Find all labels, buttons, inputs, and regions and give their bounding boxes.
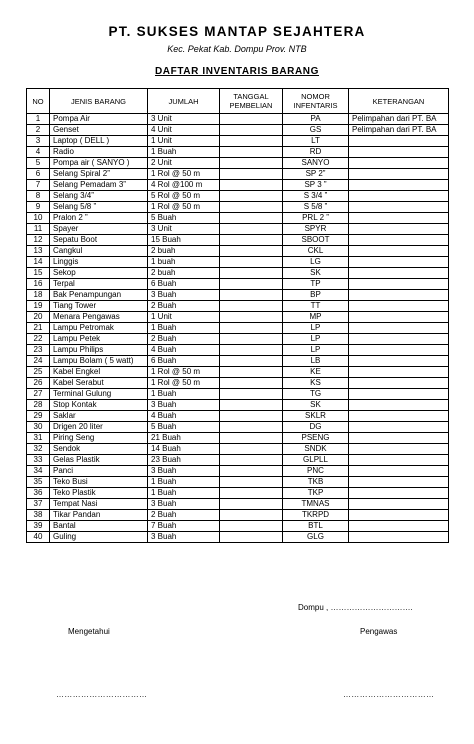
cell-purchase-date [220,202,283,213]
cell-no: 40 [27,532,50,543]
table-row [27,213,449,224]
cell-item: Laptop ( DELL ) [50,136,148,147]
cell-item: Lampu Bolam ( 5 watt) [50,356,148,367]
table-row [27,499,449,510]
cell-quantity: 6 Buah [148,279,220,290]
cell-no: 24 [27,356,50,367]
table-row [27,477,449,488]
cell-item: Tikar Pandan [50,510,148,521]
cell-purchase-date [220,422,283,433]
cell-no: 36 [27,488,50,499]
cell-purchase-date [220,246,283,257]
cell-item: Selang 3/4” [50,191,148,202]
cell-inventory-number: TG [283,389,349,400]
cell-purchase-date [220,136,283,147]
cell-notes [349,345,449,356]
cell-purchase-date [220,400,283,411]
table-row [27,158,449,169]
table-body [27,114,449,543]
cell-item: Stop Kontak [50,400,148,411]
cell-no: 15 [27,268,50,279]
cell-notes [349,279,449,290]
cell-quantity: 7 Buah [148,521,220,532]
cell-purchase-date [220,279,283,290]
cell-notes [349,235,449,246]
cell-notes [349,312,449,323]
cell-purchase-date [220,158,283,169]
table-row [27,202,449,213]
cell-item: Bantal [50,521,148,532]
cell-item: Tiang Tower [50,301,148,312]
supervisor-signature-line: …………………………… [343,690,435,699]
cell-inventory-number: GLPLL [283,455,349,466]
cell-purchase-date [220,433,283,444]
cell-no: 29 [27,411,50,422]
cell-purchase-date [220,378,283,389]
cell-quantity: 5 Buah [148,422,220,433]
cell-inventory-number: PRL 2 ” [283,213,349,224]
cell-item: Linggis [50,257,148,268]
table-row [27,444,449,455]
cell-notes [349,488,449,499]
cell-inventory-number: SP 2” [283,169,349,180]
cell-purchase-date [220,477,283,488]
cell-item: Pompa air ( SANYO ) [50,158,148,169]
cell-no: 8 [27,191,50,202]
cell-inventory-number: S 5/8 ” [283,202,349,213]
document-title: DAFTAR INVENTARIS BARANG [154,66,320,77]
cell-purchase-date [220,191,283,202]
cell-no: 31 [27,433,50,444]
cell-item: Tempat Nasi [50,499,148,510]
cell-item: Piring Seng [50,433,148,444]
cell-no: 7 [27,180,50,191]
cell-inventory-number: LP [283,334,349,345]
cell-notes [349,444,449,455]
cell-no: 27 [27,389,50,400]
cell-inventory-number: RD [283,147,349,158]
cell-inventory-number: LT [283,136,349,147]
cell-inventory-number: SK [283,268,349,279]
cell-quantity: 3 Unit [148,114,220,125]
cell-no: 13 [27,246,50,257]
cell-notes [349,169,449,180]
cell-no: 25 [27,367,50,378]
column-header-no: NO [27,89,50,114]
cell-purchase-date [220,114,283,125]
table-row [27,433,449,444]
cell-quantity: 1 Rol @ 50 m [148,367,220,378]
cell-no: 2 [27,125,50,136]
cell-quantity: 4 Buah [148,411,220,422]
cell-no: 26 [27,378,50,389]
cell-no: 20 [27,312,50,323]
table-row [27,334,449,345]
cell-quantity: 23 Buah [148,455,220,466]
cell-quantity: 2 Unit [148,158,220,169]
table-row [27,136,449,147]
column-header-item: JENIS BARANG [50,89,148,114]
cell-no: 22 [27,334,50,345]
cell-item: Sekop [50,268,148,279]
cell-purchase-date [220,224,283,235]
cell-item: Spayer [50,224,148,235]
cell-notes [349,477,449,488]
cell-quantity: 4 Buah [148,345,220,356]
table-header-row [27,89,449,114]
cell-purchase-date [220,180,283,191]
cell-item: Lampu Petromak [50,323,148,334]
cell-item: Radio [50,147,148,158]
cell-item: Sendok [50,444,148,455]
cell-notes: Pelimpahan dari PT. BA [349,114,449,125]
cell-notes [349,202,449,213]
cell-inventory-number: TT [283,301,349,312]
table-row [27,301,449,312]
cell-notes [349,356,449,367]
cell-item: Teko Plastik [50,488,148,499]
cell-item: Drigen 20 liter [50,422,148,433]
cell-item: Pralon 2 ” [50,213,148,224]
company-name: PT. SUKSES MANTAP SEJAHTERA [108,24,366,39]
cell-inventory-number: SANYO [283,158,349,169]
cell-inventory-number: SBOOT [283,235,349,246]
cell-quantity: 4 Unit [148,125,220,136]
cell-no: 5 [27,158,50,169]
table-row [27,246,449,257]
cell-notes [349,323,449,334]
cell-notes [349,147,449,158]
cell-no: 11 [27,224,50,235]
cell-notes [349,499,449,510]
cell-quantity: 1 Buah [148,488,220,499]
supervisor-label: Pengawas [360,627,398,636]
cell-purchase-date [220,356,283,367]
cell-purchase-date [220,411,283,422]
cell-quantity: 3 Buah [148,290,220,301]
cell-item: Terpal [50,279,148,290]
table-row [27,147,449,158]
table-row [27,422,449,433]
cell-item: Panci [50,466,148,477]
cell-item: Menara Pengawas [50,312,148,323]
table-row [27,510,449,521]
cell-no: 23 [27,345,50,356]
cell-purchase-date [220,455,283,466]
cell-no: 3 [27,136,50,147]
cell-purchase-date [220,125,283,136]
cell-notes [349,532,449,543]
table-row [27,400,449,411]
table-row [27,224,449,235]
cell-quantity: 21 Buah [148,433,220,444]
cell-item: Selang 5/8 ” [50,202,148,213]
cell-notes [349,422,449,433]
cell-notes [349,411,449,422]
cell-quantity: 2 Buah [148,301,220,312]
cell-quantity: 5 Rol @ 50 m [148,191,220,202]
cell-notes [349,510,449,521]
cell-quantity: 1 buah [148,257,220,268]
table-row [27,488,449,499]
cell-no: 6 [27,169,50,180]
cell-no: 10 [27,213,50,224]
cell-quantity: 1 Unit [148,136,220,147]
cell-inventory-number: DG [283,422,349,433]
table-row [27,279,449,290]
cell-item: Genset [50,125,148,136]
column-header-notes: KETERANGAN [349,89,449,114]
table-row [27,521,449,532]
cell-notes [349,191,449,202]
cell-quantity: 1 Buah [148,147,220,158]
cell-quantity: 5 Buah [148,213,220,224]
cell-notes [349,400,449,411]
cell-no: 38 [27,510,50,521]
cell-inventory-number: LP [283,323,349,334]
cell-inventory-number: SNDK [283,444,349,455]
cell-no: 34 [27,466,50,477]
cell-quantity: 4 Rol @100 m [148,180,220,191]
cell-notes [349,158,449,169]
cell-notes [349,224,449,235]
cell-quantity: 1 Rol @ 50 m [148,378,220,389]
cell-item: Cangkul [50,246,148,257]
cell-inventory-number: LB [283,356,349,367]
cell-item: Kabel Serabut [50,378,148,389]
cell-notes [349,257,449,268]
table-row [27,235,449,246]
cell-item: Bak Penampungan [50,290,148,301]
cell-inventory-number: GS [283,125,349,136]
place-date-line: Dompu , …………………………. [298,603,413,612]
cell-item: Guling [50,532,148,543]
cell-notes [349,389,449,400]
cell-quantity: 3 Buah [148,532,220,543]
table-row [27,191,449,202]
cell-inventory-number: KS [283,378,349,389]
cell-inventory-number: TKB [283,477,349,488]
cell-inventory-number: TKP [283,488,349,499]
cell-inventory-number: TP [283,279,349,290]
cell-quantity: 1 Buah [148,323,220,334]
table-row [27,455,449,466]
cell-item: Gelas Plastik [50,455,148,466]
acknowledged-by-label: Mengetahui [68,627,110,636]
cell-notes [349,290,449,301]
cell-no: 21 [27,323,50,334]
column-header-quantity: JUMLAH [148,89,220,114]
inventory-table [26,88,449,543]
table-row [27,290,449,301]
table-row [27,114,449,125]
table-row [27,356,449,367]
cell-item: Saklar [50,411,148,422]
cell-notes [349,213,449,224]
table-row [27,367,449,378]
cell-notes [349,433,449,444]
cell-quantity: 3 Buah [148,400,220,411]
cell-item: Selang Pemadam 3” [50,180,148,191]
cell-no: 16 [27,279,50,290]
cell-notes [349,301,449,312]
cell-inventory-number: S 3/4 ” [283,191,349,202]
cell-purchase-date [220,290,283,301]
cell-inventory-number: SPYR [283,224,349,235]
cell-no: 1 [27,114,50,125]
cell-purchase-date [220,521,283,532]
table-row [27,466,449,477]
cell-no: 30 [27,422,50,433]
cell-quantity: 3 Buah [148,466,220,477]
cell-purchase-date [220,323,283,334]
cell-inventory-number: BP [283,290,349,301]
cell-no: 14 [27,257,50,268]
cell-purchase-date [220,488,283,499]
cell-quantity: 14 Buah [148,444,220,455]
cell-no: 28 [27,400,50,411]
table-row [27,125,449,136]
cell-notes: Pelimpahan dari PT. BA [349,125,449,136]
cell-inventory-number: SKLR [283,411,349,422]
cell-no: 39 [27,521,50,532]
cell-quantity: 1 Rol @ 50 m [148,169,220,180]
cell-notes [349,455,449,466]
cell-purchase-date [220,444,283,455]
cell-purchase-date [220,312,283,323]
cell-notes [349,268,449,279]
cell-quantity: 2 buah [148,268,220,279]
cell-notes [349,136,449,147]
cell-notes [349,466,449,477]
cell-quantity: 2 buah [148,246,220,257]
cell-no: 12 [27,235,50,246]
table-row [27,389,449,400]
cell-item: Pompa Air [50,114,148,125]
cell-no: 35 [27,477,50,488]
cell-item: Terminal Gulung [50,389,148,400]
cell-inventory-number: PSENG [283,433,349,444]
table-row [27,323,449,334]
acknowledged-signature-line: …………………………… [56,690,148,699]
cell-no: 32 [27,444,50,455]
cell-quantity: 2 Buah [148,510,220,521]
cell-purchase-date [220,510,283,521]
cell-inventory-number: TKRPD [283,510,349,521]
column-header-purchase-date: TANGGAL PEMBELIAN [220,89,283,114]
cell-purchase-date [220,345,283,356]
cell-purchase-date [220,466,283,477]
cell-purchase-date [220,169,283,180]
cell-purchase-date [220,367,283,378]
cell-inventory-number: TMNAS [283,499,349,510]
cell-item: Kabel Engkel [50,367,148,378]
table-row [27,257,449,268]
cell-notes [349,521,449,532]
cell-inventory-number: MP [283,312,349,323]
table-row [27,312,449,323]
cell-inventory-number: BTL [283,521,349,532]
company-address: Kec. Pekat Kab. Dompu Prov. NTB [167,44,307,54]
cell-notes [349,246,449,257]
cell-quantity: 1 Buah [148,389,220,400]
cell-quantity: 15 Buah [148,235,220,246]
table-row [27,180,449,191]
cell-purchase-date [220,235,283,246]
cell-inventory-number: CKL [283,246,349,257]
cell-purchase-date [220,532,283,543]
column-header-inventory-number: NOMOR INFENTARIS [283,89,349,114]
cell-inventory-number: SP 3 ” [283,180,349,191]
cell-purchase-date [220,213,283,224]
cell-no: 37 [27,499,50,510]
cell-item: Lampu Petek [50,334,148,345]
cell-purchase-date [220,257,283,268]
cell-purchase-date [220,301,283,312]
table-row [27,532,449,543]
cell-inventory-number: GLG [283,532,349,543]
cell-quantity: 6 Buah [148,356,220,367]
table-row [27,268,449,279]
cell-notes [349,367,449,378]
cell-purchase-date [220,147,283,158]
cell-quantity: 1 Rol @ 50 m [148,202,220,213]
cell-quantity: 2 Buah [148,334,220,345]
cell-notes [349,334,449,345]
cell-no: 33 [27,455,50,466]
cell-quantity: 3 Buah [148,499,220,510]
table-row [27,169,449,180]
cell-no: 18 [27,290,50,301]
cell-purchase-date [220,389,283,400]
cell-inventory-number: PNC [283,466,349,477]
cell-purchase-date [220,499,283,510]
cell-no: 9 [27,202,50,213]
cell-inventory-number: SK [283,400,349,411]
table-row [27,411,449,422]
cell-item: Lampu Philips [50,345,148,356]
cell-purchase-date [220,268,283,279]
cell-notes [349,378,449,389]
cell-inventory-number: KE [283,367,349,378]
cell-quantity: 1 Buah [148,477,220,488]
cell-inventory-number: LP [283,345,349,356]
cell-item: Selang Spiral 2” [50,169,148,180]
cell-purchase-date [220,334,283,345]
cell-quantity: 3 Unit [148,224,220,235]
table-row [27,378,449,389]
table-row [27,345,449,356]
cell-inventory-number: LG [283,257,349,268]
cell-quantity: 1 Unit [148,312,220,323]
cell-no: 4 [27,147,50,158]
cell-item: Teko Busi [50,477,148,488]
cell-item: Sepatu Boot [50,235,148,246]
cell-inventory-number: PA [283,114,349,125]
cell-notes [349,180,449,191]
cell-no: 19 [27,301,50,312]
